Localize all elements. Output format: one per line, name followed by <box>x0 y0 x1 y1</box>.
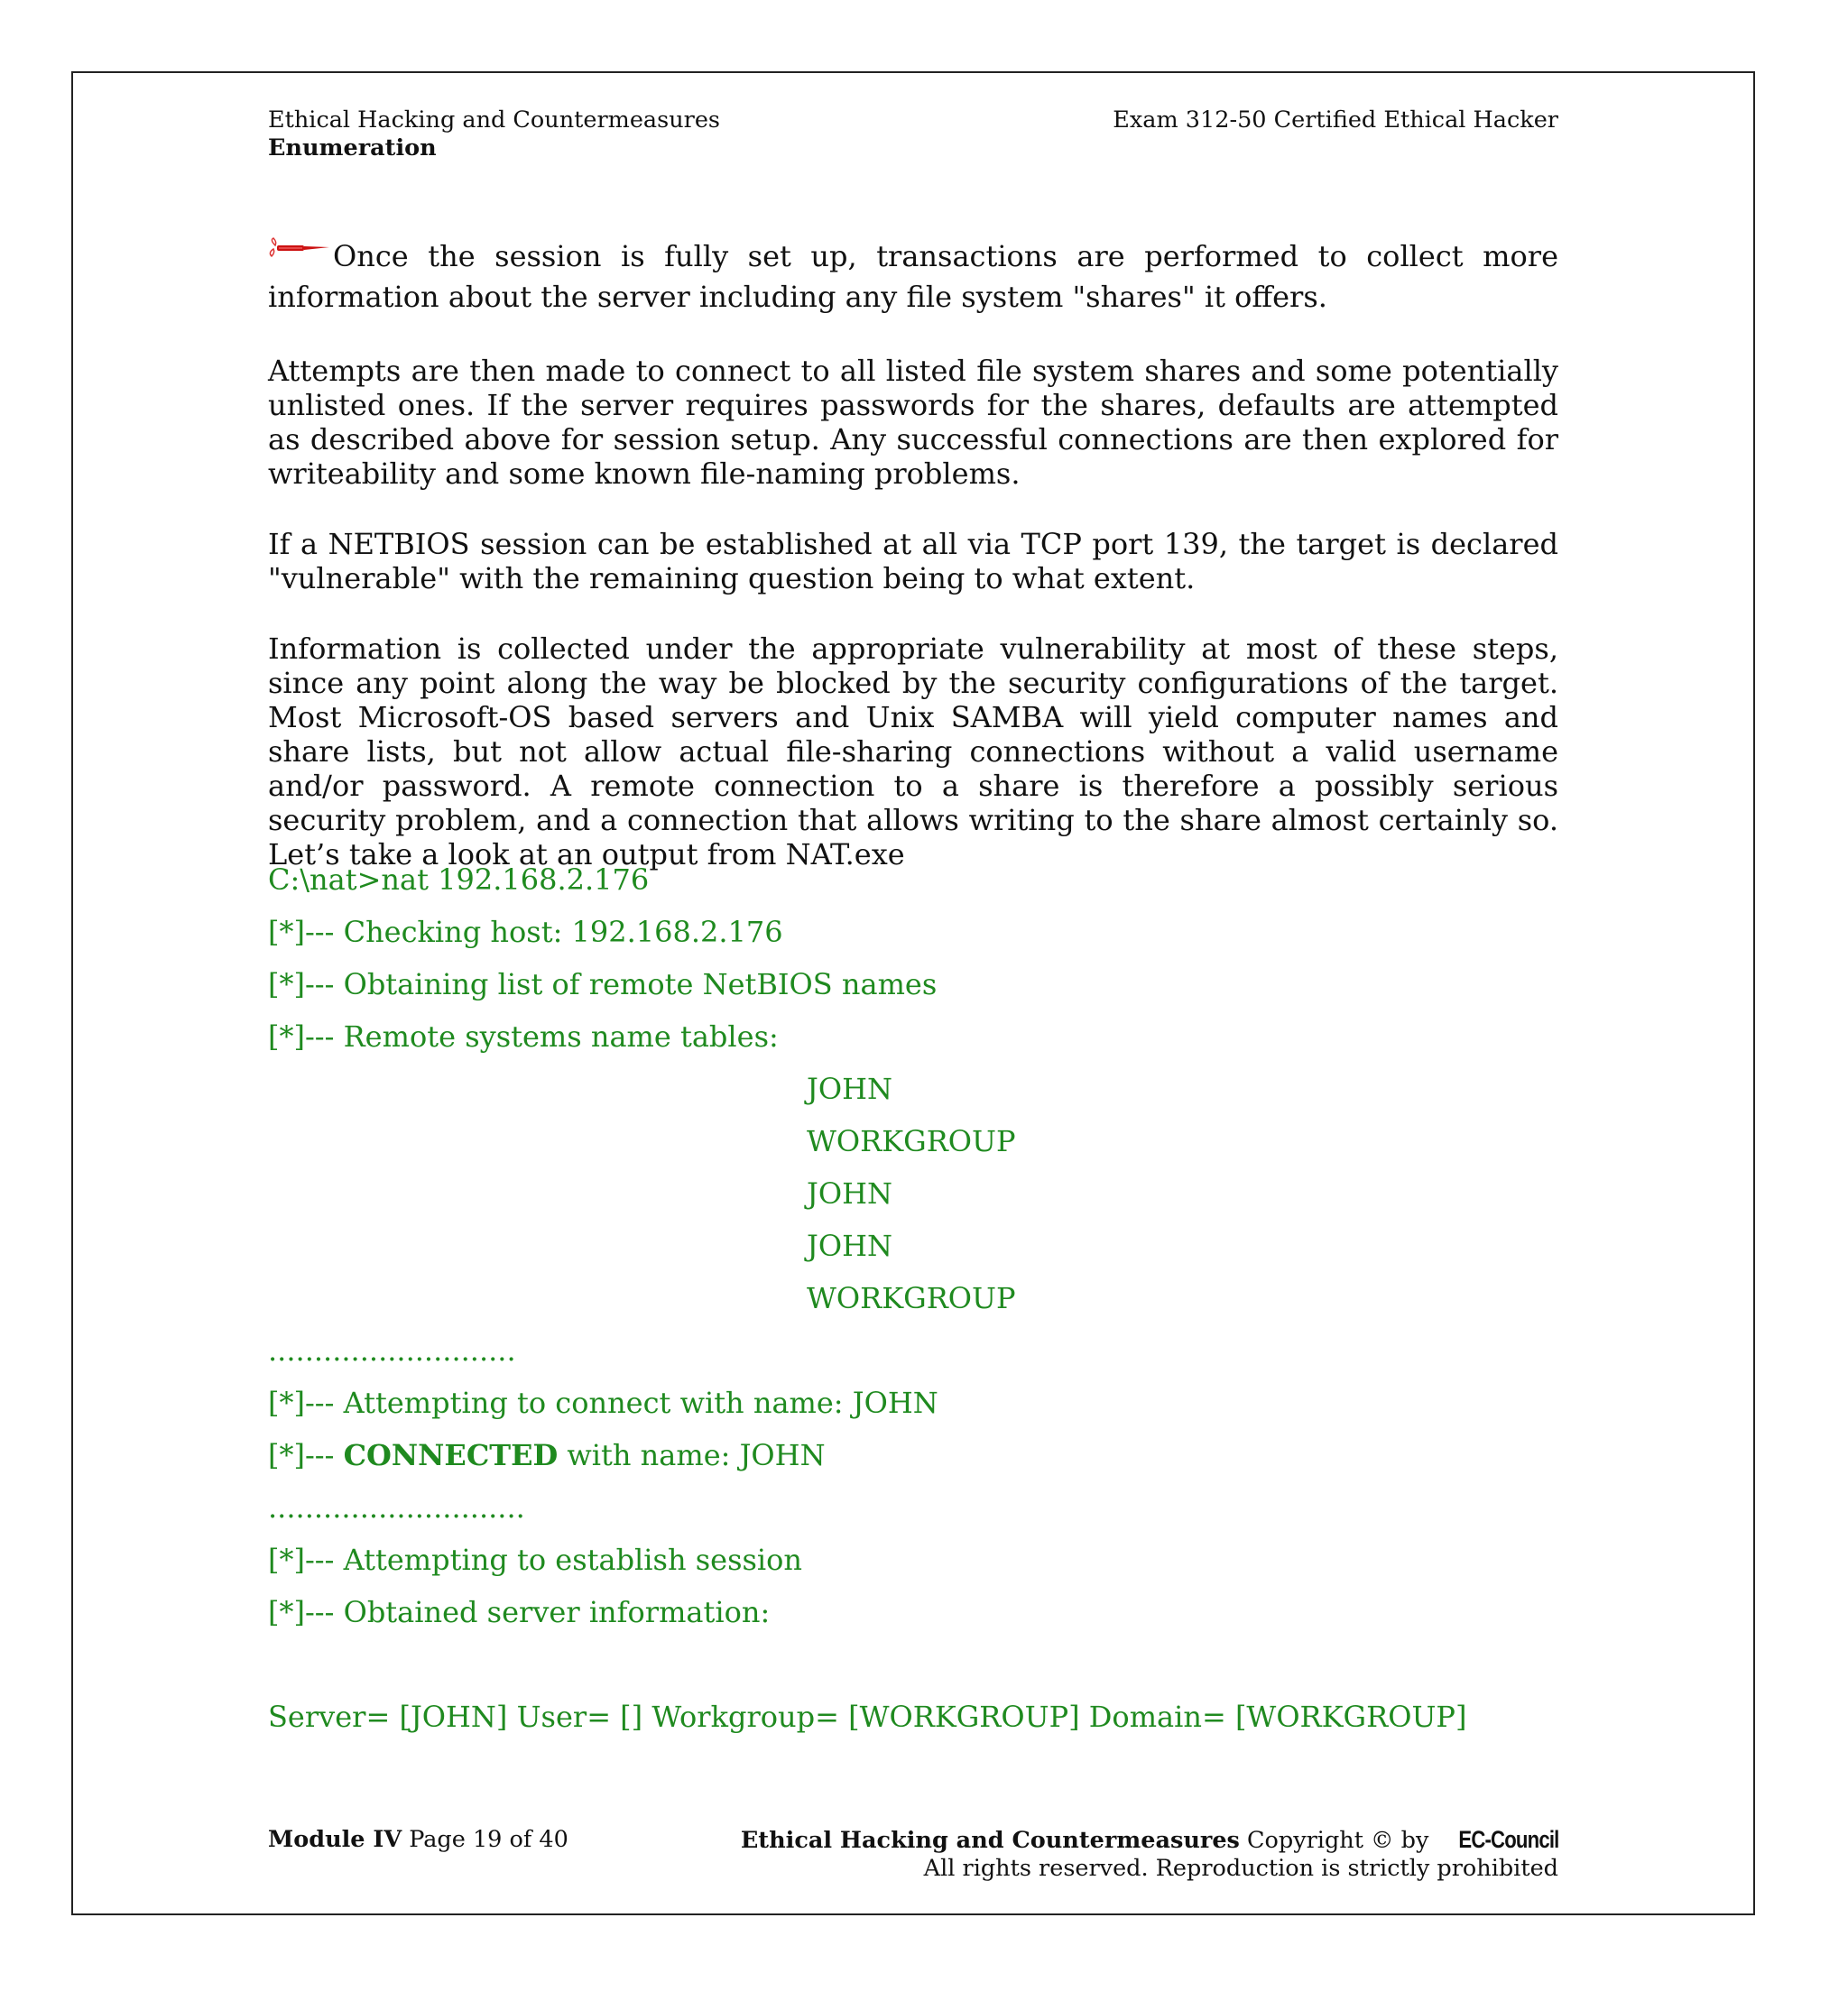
body-text <box>268 236 1558 871</box>
netbios-name: WORKGROUP <box>807 1124 1016 1158</box>
ellipsis-line: ........................... <box>268 1333 516 1368</box>
netbios-name: JOHN <box>807 1176 892 1211</box>
footer-page: Page 19 of 40 <box>402 1826 568 1853</box>
console-line: C:\nat>nat 192.168.2.176 <box>268 862 650 897</box>
console-line: [*]--- Remote systems name tables: <box>268 1019 779 1054</box>
paragraph: If a NETBIOS session can be established at all via TCP port 139, the target is declared "vulnerable" with the remaining question being to what extent. <box>268 527 1558 595</box>
console-prefix: [*]--- <box>268 1438 344 1472</box>
netbios-name: WORKGROUP <box>807 1281 1016 1315</box>
netbios-name: JOHN <box>807 1072 892 1106</box>
module-title: Enumeration <box>268 134 437 161</box>
footer-right <box>741 1826 1558 1883</box>
console-line: [*]--- Checking host: 192.168.2.176 <box>268 915 783 949</box>
console-suffix: with name: JOHN <box>558 1438 826 1472</box>
console-line <box>268 1437 826 1473</box>
console-line: [*]--- Attempting to connect with name: JOHN <box>268 1386 938 1420</box>
header-left <box>268 106 720 162</box>
paragraph: Attempts are then made to connect to all listed file system shares and some potentially unlisted ones. If the server requires passwords for the shares, defaults are attempted as described above for session setup. Any successful connections are then explored for writeability and some known file-naming problems. <box>268 354 1558 491</box>
ec-council-logo: EC-Council <box>1457 1826 1558 1853</box>
console-line: [*]--- Obtained server information: <box>268 1595 771 1629</box>
console-line: [*]--- Attempting to establish session <box>268 1543 803 1577</box>
netbios-name: JOHN <box>807 1229 892 1263</box>
connected-word: CONNECTED <box>343 1438 559 1472</box>
book-title: Ethical Hacking and Countermeasures <box>268 106 721 134</box>
pen-icon <box>268 236 331 267</box>
paragraph <box>268 236 1558 318</box>
ellipsis-line: ............................ <box>268 1490 525 1525</box>
copyright-line <box>741 1826 1558 1855</box>
footer-left <box>268 1826 568 1854</box>
copyright-text: Copyright © by <box>1239 1827 1437 1854</box>
rights-line: All rights reserved. Reproduction is strictly prohibited <box>923 1855 1558 1882</box>
paragraph-text: Once the session is fully set up, transactions are performed to collect more information about the server including any file system "shares" it offers. <box>268 239 1558 314</box>
footer-book-title: Ethical Hacking and Countermeasures <box>740 1827 1240 1854</box>
console-line: [*]--- Obtaining list of remote NetBIOS names <box>268 967 938 1001</box>
paragraph: Information is collected under the appropriate vulnerability at most of these steps, since any point along the way be blocked by the security configurations of the target. Most Microsoft-OS based servers and Unix SAMBA will yield computer names and share lists, but not allow actual file-sharing connections without a valid username and/or password. A remote connection to a share is therefore a possibly serious security problem, and a connection that allows writing to the share almost certainly so. Let’s take a look at an output from NAT.exe <box>268 632 1558 871</box>
footer-module: Module IV <box>268 1826 402 1853</box>
exam-title: Exam 312-50 Certified Ethical Hacker <box>1113 106 1558 134</box>
server-info-line: Server= [JOHN] User= [] Workgroup= [WORKGROUP] Domain= [WORKGROUP] <box>268 1700 1467 1734</box>
